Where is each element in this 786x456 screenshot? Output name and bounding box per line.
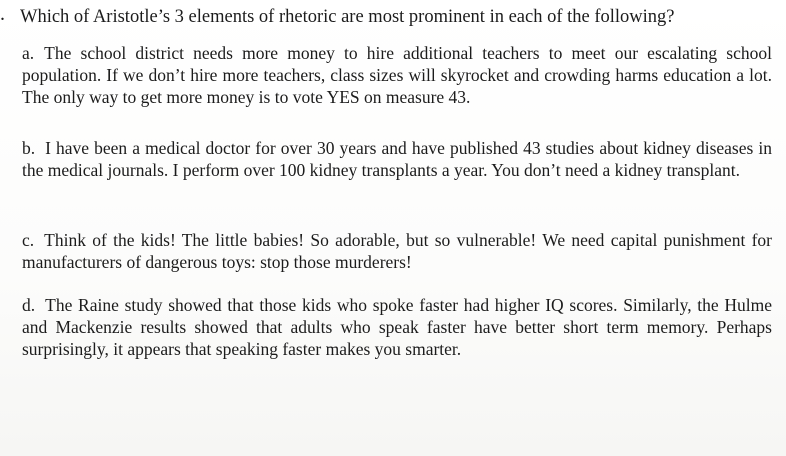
item-b-letter: b. xyxy=(22,138,36,158)
item-b xyxy=(22,137,772,181)
item-c-letter: c. xyxy=(22,230,35,250)
item-a-letter: a. xyxy=(22,43,35,63)
item-d xyxy=(22,294,772,360)
question-bullet: . xyxy=(0,3,5,25)
item-d-text: The Raine study showed that those kids who spoke faster had higher IQ scores. Similarly, the Hulme and Mackenzie results showed that adults who speak faster have better short term memory. Perhaps surprisingly, it appears that speaking faster makes you smarter. xyxy=(22,295,772,359)
item-c-text: Think of the kids! The little babies! So adorable, but so vulnerable! We need capital punishment for manufacturers of dangerous toys: stop those murderers! xyxy=(22,230,772,272)
item-c xyxy=(22,229,772,273)
item-d-letter: d. xyxy=(22,295,36,315)
item-a-text: The school district needs more money to hire additional teachers to meet our escalating school population. If we don’t hire more teachers, class sizes will skyrocket and crowding harms education a lot. The only way to get more money is to vote YES on measure 43. xyxy=(22,43,772,107)
question-text: Which of Aristotle’s 3 elements of rhetoric are most prominent in each of the following? xyxy=(20,7,675,27)
item-b-text: I have been a medical doctor for over 30 years and have published 43 studies about kidney diseases in the medical journals. I perform over 100 kidney transplants a year. You don’t need a kidney transplant. xyxy=(22,138,772,180)
item-a xyxy=(22,42,772,108)
